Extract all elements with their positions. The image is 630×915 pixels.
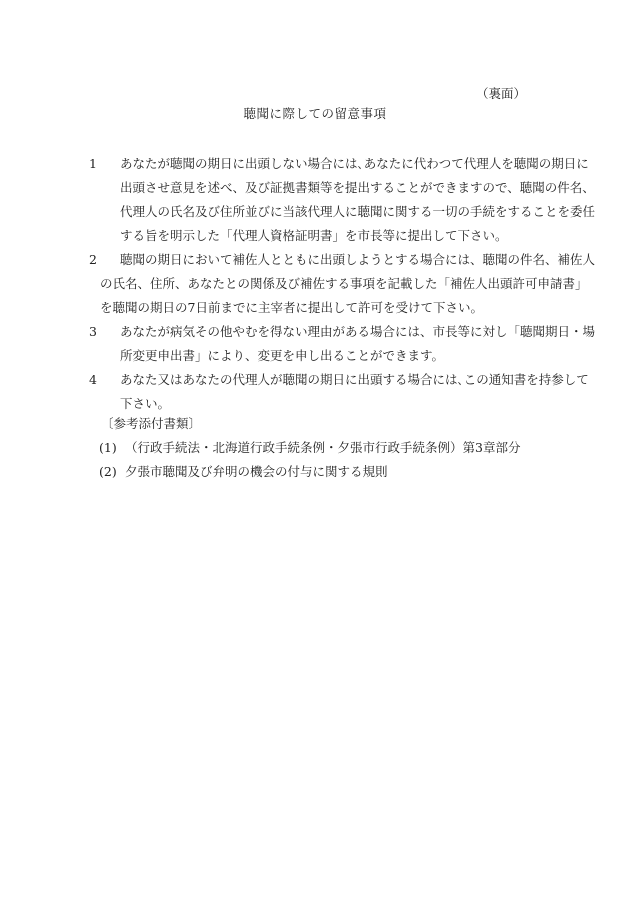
reference-heading: 〔参考添付書類〕: [101, 416, 202, 431]
note-line: あなた又はあなたの代理人が聴聞の期日に出頭する場合には､この通知書を持参して: [120, 372, 589, 387]
reference-number: (1): [99, 440, 117, 455]
note-line: の氏名、住所、あなたとの関係及び補佐する事項を記載した「補佐人出頭許可申請書」: [100, 276, 588, 291]
note-line: あなたが聴聞の期日に出頭しない場合には､あなたに代わつて代理人を聴聞の期日に: [120, 156, 589, 171]
note-item-1: [89, 152, 596, 248]
note-line: する旨を明示した「代理人資格証明書」を市長等に提出して下さい。: [120, 228, 508, 243]
reference-number: (2): [99, 464, 117, 479]
document-title: 聴聞に際しての留意事項: [243, 106, 387, 121]
reference-attachments: [99, 412, 559, 484]
reference-item: [99, 436, 559, 460]
note-item-3: [89, 320, 596, 368]
note-number: 1: [89, 156, 97, 171]
note-line: 出頭させ意見を述べ、及び証拠書類等を提出することができますので、聴聞の件名、: [120, 180, 595, 195]
note-item-4: [89, 368, 589, 416]
reference-text: （行政手続法・北海道行政手続条例・夕張市行政手続条例）第3章部分: [125, 440, 521, 455]
note-number: 3: [89, 324, 97, 339]
note-line: 代理人の氏名及び住所並びに当該代理人に聴聞に関する一切の手続をすることを委任: [120, 204, 596, 219]
page-side-label: （裏面）: [475, 86, 526, 101]
note-line: 下さい。: [120, 396, 171, 411]
note-line: 所変更申出書」により、変更を申し出ることができます。: [120, 348, 445, 363]
note-number: 4: [89, 372, 97, 387]
note-line: あなたが病気その他やむを得ない理由がある場合には、市長等に対し「聴聞期日・場: [120, 324, 596, 339]
notes-list: [89, 152, 596, 416]
note-line: を聴聞の期日の7日前までに主宰者に提出して許可を受けて下さい。: [100, 300, 483, 315]
note-line: 聴聞の期日において補佐人とともに出頭しようとする場合には、聴聞の件名、補佐人: [120, 252, 596, 267]
reference-text: 夕張市聴聞及び弁明の機会の付与に関する規則: [125, 464, 388, 479]
note-item-2: [89, 248, 596, 320]
note-number: 2: [89, 252, 97, 267]
reference-item: [99, 460, 559, 484]
